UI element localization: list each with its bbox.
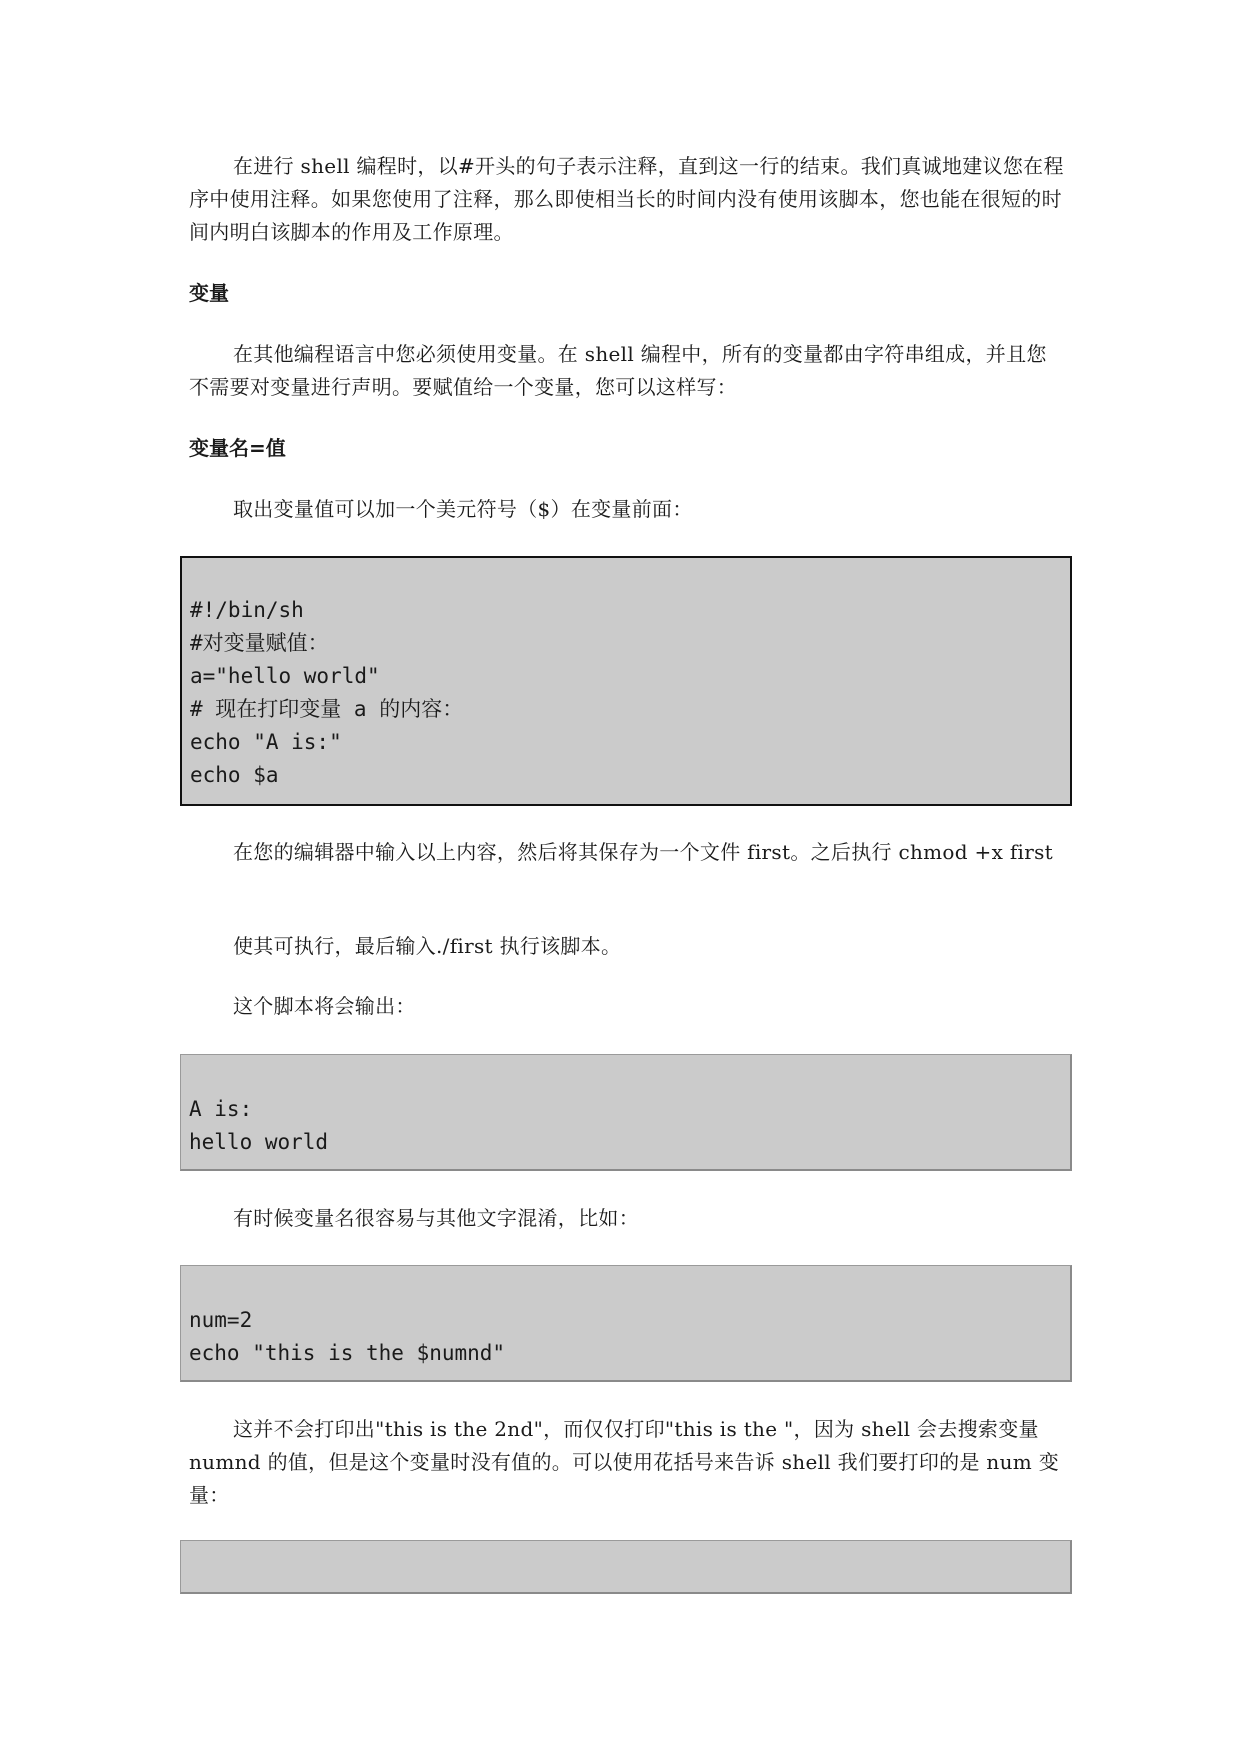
code-line: echo "A is:" xyxy=(190,730,342,754)
code-line: a="hello world" xyxy=(190,664,380,688)
paragraph-confusion: 有时候变量名很容易与其他文字混淆，比如： xyxy=(233,1206,639,1230)
paragraph-make-executable: 使其可执行，最后输入./first 执行该脚本。 xyxy=(233,934,622,958)
code-line: #!/bin/sh xyxy=(190,598,304,622)
code-line: num=2 xyxy=(189,1308,253,1332)
code-line: # 现在打印变量 a 的内容： xyxy=(190,697,464,721)
paragraph-comments: 在进行 shell 编程时，以#开头的句子表示注释，直到这一行的结束。我们真诚地建议您在程序中使用注释。如果您使用了注释，那么即使相当长的时间内没有使用该脚本，您也能在很短的时间内明白该脚本的作用及工作原理。 xyxy=(189,154,1064,244)
code-line xyxy=(189,1541,1070,1574)
code-line: echo $a xyxy=(190,763,279,787)
code-block-braces xyxy=(180,1540,1072,1594)
paragraph-dollar-sign: 取出变量值可以加一个美元符号（$）在变量前面： xyxy=(233,497,693,521)
code-line: hello world xyxy=(189,1130,329,1154)
heading-assignment: 变量名=值 xyxy=(189,436,286,460)
code-block-output xyxy=(180,1054,1072,1171)
code-line: echo "this is the $numnd" xyxy=(189,1341,506,1365)
heading-variables: 变量 xyxy=(189,281,229,305)
code-block-script xyxy=(180,556,1072,806)
code-block-confusion xyxy=(180,1265,1072,1382)
code-line: #对变量赋值： xyxy=(190,631,329,655)
paragraph-save-file: 在您的编辑器中输入以上内容，然后将其保存为一个文件 first。之后执行 chmod +x first xyxy=(233,840,1053,864)
paragraph-output-intro: 这个脚本将会输出： xyxy=(233,994,416,1018)
paragraph-variables-intro: 在其他编程语言中您必须使用变量。在 shell 编程中，所有的变量都由字符串组成，并且您不需要对变量进行声明。要赋值给一个变量，您可以这样写： xyxy=(189,342,1047,399)
code-line: A is: xyxy=(189,1097,253,1121)
paragraph-braces-explanation: 这并不会打印出"this is the 2nd"，而仅仅打印"this is the "，因为 shell 会去搜索变量 numnd 的值，但是这个变量时没有值的。可以使用花括号来告诉 shell 我们要打印的是 num 变量： xyxy=(189,1417,1059,1507)
